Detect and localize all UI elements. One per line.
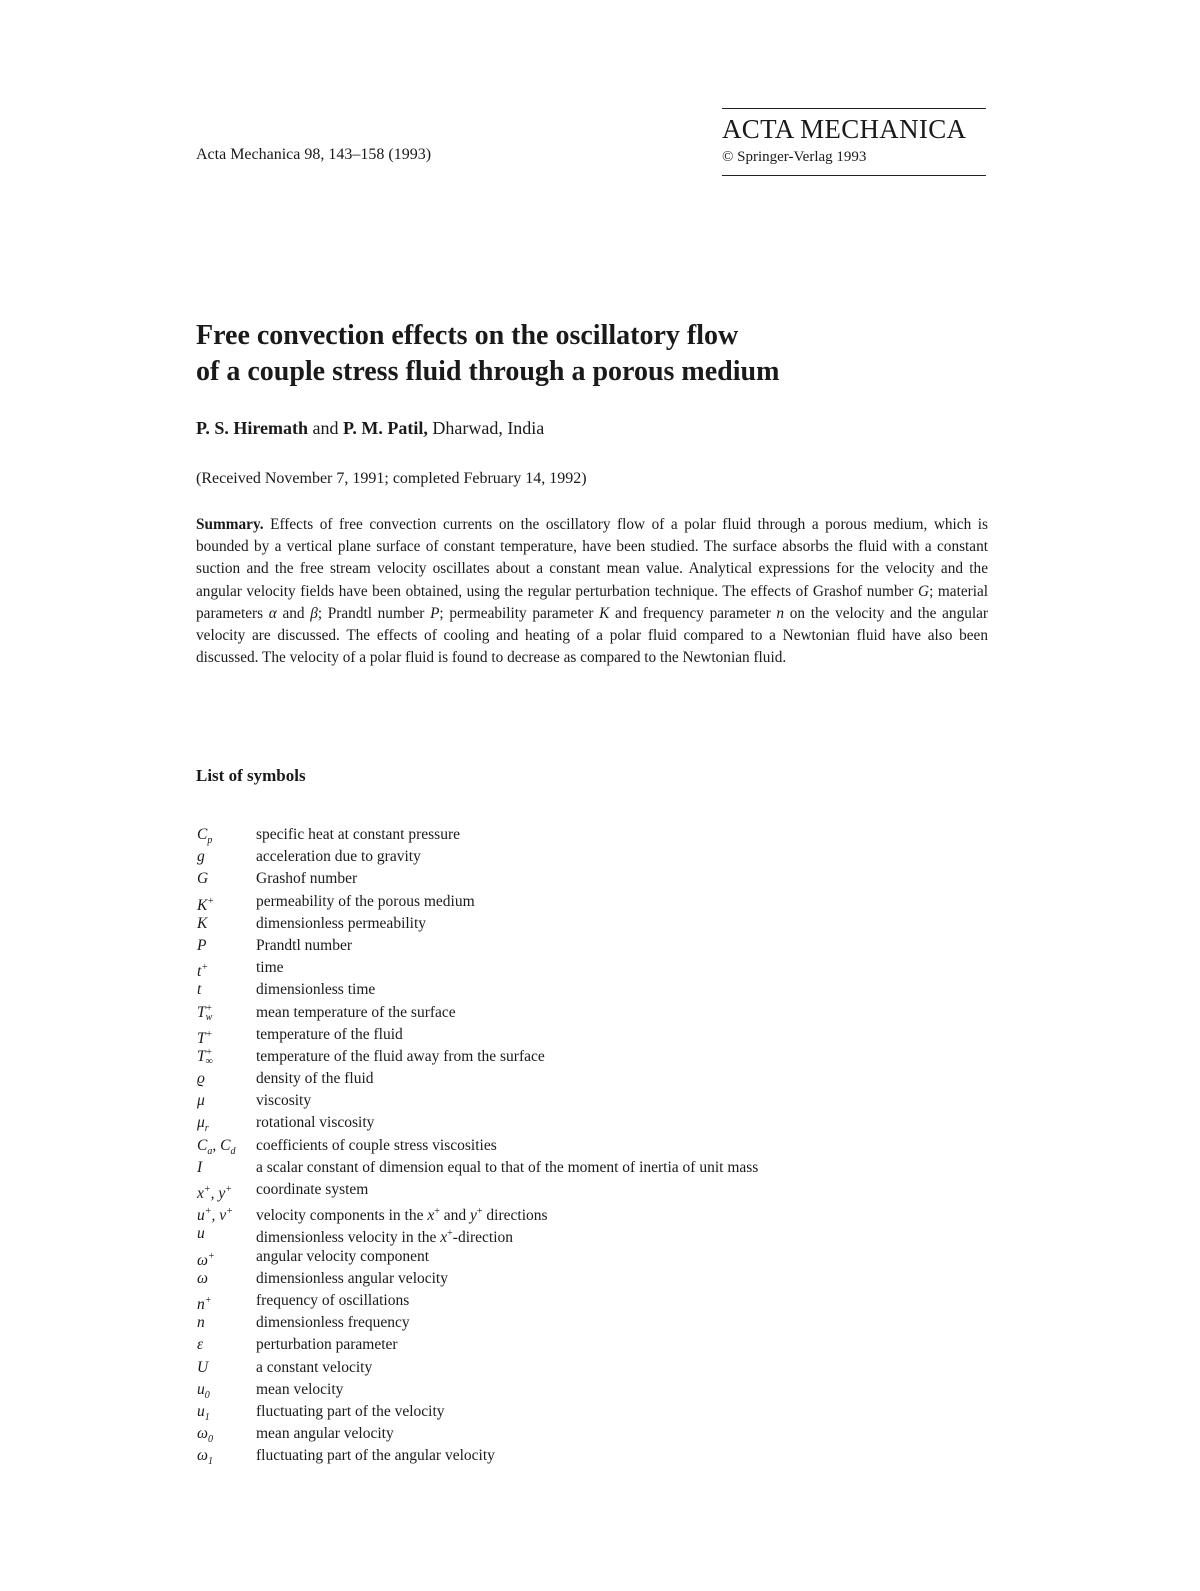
symbol-superscript: + [204, 1206, 212, 1218]
symbol-row [197, 957, 977, 979]
symbol-base: g [197, 848, 205, 866]
symbol-description: density of the fluid [256, 1070, 374, 1088]
symbol-notation [197, 1157, 256, 1179]
symbol-base: ω [197, 1251, 208, 1269]
symbol-base: n [197, 1314, 205, 1332]
symbol-base: C [197, 1136, 208, 1154]
symbol-row [197, 1201, 977, 1223]
author-conjunction: and [308, 418, 344, 438]
symbol-description: Prandtl number [256, 936, 352, 954]
journal-masthead [722, 108, 986, 176]
symbol-notation [197, 1401, 256, 1423]
symbol-description: viscosity [256, 1092, 312, 1110]
symbol-row [197, 824, 977, 846]
symbol-superscript: + [204, 1294, 212, 1306]
symbol-superscript: + [203, 1184, 211, 1195]
desc-variable-2: y [470, 1207, 477, 1225]
symbol-row [197, 1112, 977, 1134]
symbol-description: time [256, 959, 284, 977]
symbol-row [197, 979, 977, 1001]
symbol-description: a scalar constant of dimension equal to that of the moment of inertia of unit mass [256, 1158, 759, 1176]
symbol-notation [197, 1357, 256, 1379]
symbol-notation [197, 1024, 256, 1046]
symbol-notation [197, 1379, 256, 1401]
journal-reference: Acta Mechanica 98, 143–158 (1993) [196, 146, 432, 163]
symbol-description: mean angular velocity [256, 1425, 394, 1443]
desc-text-pre: velocity components in the [256, 1207, 428, 1225]
symbol-base: t [197, 981, 202, 999]
summary-text-2: ; material parameters [196, 582, 988, 622]
symbol-description: fluctuating part of the velocity [256, 1402, 445, 1420]
symbol-description: permeability of the porous medium [256, 892, 475, 910]
symbol-description: temperature of the fluid [256, 1025, 403, 1043]
symbol-description: frequency of oscillations [256, 1291, 410, 1309]
symbol-row [197, 1223, 977, 1245]
symbol-row [197, 1135, 977, 1157]
summary-var-K: K [599, 604, 610, 622]
symbol-base: u [197, 1225, 205, 1243]
symbol-description: Grashof number [256, 870, 358, 888]
symbol-row [197, 1179, 977, 1201]
author-1: P. S. Hiremath [196, 418, 309, 438]
symbol-base: ε [197, 1336, 204, 1354]
symbol-subscript: 0 [204, 1389, 210, 1401]
symbol-notation [197, 1090, 256, 1112]
symbol-description: a constant velocity [256, 1358, 373, 1376]
masthead-top-rule [722, 108, 986, 109]
symbol-row [197, 913, 977, 935]
symbol-row [197, 1002, 977, 1024]
symbol-row [197, 1024, 977, 1046]
symbol-description: fluctuating part of the angular velocity [256, 1447, 495, 1465]
symbol-base: K [197, 896, 208, 914]
summary-var-n: n [776, 604, 785, 622]
symbol-row [197, 1268, 977, 1290]
symbol-subscript: w [205, 1011, 213, 1023]
symbol-subscript: 0 [207, 1434, 213, 1446]
symbol-base: T [197, 1047, 206, 1065]
summary-text-3: ; Prandtl number [317, 604, 431, 622]
symbols-list [197, 824, 977, 1467]
symbol-row [197, 868, 977, 890]
symbol-description: angular velocity component [256, 1247, 430, 1265]
symbol-description: mean temperature of the surface [256, 1003, 456, 1021]
desc-text-pre: dimensionless velocity in the [256, 1229, 441, 1247]
symbol-base-2: , y [210, 1185, 226, 1203]
author-line [196, 418, 544, 439]
symbol-base: μ [197, 1092, 205, 1110]
symbol-subscript: 1 [204, 1411, 210, 1423]
symbol-row [197, 1423, 977, 1445]
symbol-base: n [197, 1296, 205, 1314]
symbol-notation [197, 1246, 256, 1268]
desc-superscript-1: + [447, 1228, 453, 1240]
symbol-notation [197, 1445, 256, 1467]
symbol-description: perturbation parameter [256, 1336, 398, 1354]
symbol-description: acceleration due to gravity [256, 848, 421, 866]
desc-text-mid: and [439, 1207, 470, 1225]
symbol-base: P [197, 936, 207, 954]
received-dates: (Received November 7, 1991; completed February 14, 1992) [196, 470, 587, 487]
desc-superscript-2: + [476, 1206, 483, 1218]
symbol-subscript: a [207, 1145, 213, 1157]
symbol-subscript: r [204, 1123, 209, 1135]
summary-label: Summary. [196, 516, 264, 533]
symbol-notation [197, 824, 256, 846]
symbol-base: u [197, 1207, 205, 1225]
symbol-row [197, 1357, 977, 1379]
symbol-row [197, 846, 977, 868]
symbol-base: ω [197, 1425, 208, 1443]
title-line-2: of a couple stress fluid through a porous medium [196, 356, 780, 388]
desc-superscript-1: + [434, 1206, 440, 1218]
symbols-heading: List of symbols [196, 766, 306, 785]
symbol-base: K [197, 914, 208, 932]
symbol-notation [197, 1268, 256, 1290]
summary-text-5: and frequency parameter [609, 604, 777, 622]
symbol-row [197, 1312, 977, 1334]
summary-var-P: P [430, 604, 440, 622]
symbol-base: ω [197, 1447, 208, 1465]
symbol-notation [197, 1334, 256, 1356]
symbol-superscript-2: + [225, 1184, 233, 1195]
symbol-notation [197, 868, 256, 890]
summary-paragraph [196, 514, 988, 669]
symbol-row [197, 891, 977, 913]
title-line-1: Free convection effects on the oscillatory flow [196, 320, 739, 351]
symbol-base: u [197, 1380, 205, 1398]
symbol-base: C [197, 826, 208, 843]
symbol-description: coefficients of couple stress viscosities [256, 1136, 497, 1154]
symbol-notation [197, 1068, 256, 1090]
symbol-notation [197, 1002, 256, 1024]
symbol-base: u [197, 1402, 205, 1420]
symbol-subscript: ∞ [205, 1056, 213, 1068]
symbol-notation [197, 1312, 256, 1334]
symbol-base-2: , v [211, 1207, 227, 1225]
symbol-base: T [197, 1003, 206, 1021]
summary-var-beta: β [310, 604, 318, 622]
symbol-superscript: + [205, 1002, 213, 1014]
symbol-description: dimensionless angular velocity [256, 1269, 448, 1287]
symbol-base: x [197, 1185, 204, 1203]
symbol-description: mean velocity [256, 1380, 344, 1398]
symbol-superscript: + [201, 962, 209, 974]
symbol-base-2: , C [212, 1136, 231, 1154]
summary-text-1: Effects of free convection currents on the oscillatory flow of a polar fluid through a porous medium, which is bounded by a vertical plane surface of constant temperature, have been studied. The surface absorbs the fluid with a constant suction and the free stream velocity oscillates about a constant mean value. Analytical expressions for the velocity and the angular velocity fields have been obtained, using the regular perturbation technique. The effects of Grashof number [196, 516, 988, 600]
symbol-description [256, 1201, 548, 1223]
symbol-row [197, 1046, 977, 1068]
symbol-superscript-2: + [226, 1206, 233, 1218]
symbol-subscript: p [207, 835, 213, 847]
symbol-description [256, 1223, 513, 1245]
symbol-notation [197, 935, 256, 957]
symbol-row [197, 1090, 977, 1112]
symbol-row [197, 935, 977, 957]
symbol-notation [197, 1112, 256, 1134]
symbol-base: I [197, 1158, 203, 1176]
symbol-notation [197, 1290, 256, 1312]
symbol-superscript: + [207, 1250, 215, 1262]
symbol-notation [197, 1423, 256, 1445]
symbol-row [197, 1157, 977, 1179]
symbol-row [197, 1445, 977, 1467]
desc-text-post: -direction [452, 1229, 514, 1247]
summary-text-4: ; permeability parameter [439, 604, 600, 622]
summary-var-G: G [918, 582, 930, 600]
journal-name: ACTA MECHANICA [722, 114, 967, 144]
symbol-notation [197, 979, 256, 1001]
summary-var-alpha: α [268, 604, 277, 622]
symbol-row [197, 1401, 977, 1423]
author-location: Dharwad, India [427, 418, 545, 438]
symbol-description: dimensionless frequency [256, 1314, 410, 1332]
symbol-row [197, 1246, 977, 1268]
symbol-description: coordinate system [256, 1181, 369, 1198]
symbol-row [197, 1290, 977, 1312]
symbol-description: rotational viscosity [256, 1114, 375, 1132]
article-title [196, 318, 1016, 391]
symbol-base: ϱ [197, 1070, 205, 1088]
symbol-notation [197, 1223, 256, 1245]
summary-text-6: on the velocity and the angular velocity are discussed. The effects of cooling and heating of a polar fluid compared to a Newtonian fluid have also been discussed. The velocity of a polar fluid is found to decrease as compared to the Newtonian fluid. [196, 604, 989, 667]
symbol-base: ω [197, 1269, 208, 1287]
symbol-base: U [197, 1358, 209, 1376]
masthead-bottom-rule [722, 175, 986, 176]
symbol-base: T [197, 1029, 206, 1047]
symbol-description: dimensionless permeability [256, 914, 427, 932]
symbol-notation [197, 1046, 256, 1068]
symbol-base: G [197, 870, 209, 888]
symbol-subscript-2: d [230, 1145, 236, 1157]
symbol-base: t [197, 963, 202, 981]
symbol-notation [197, 957, 256, 979]
symbol-notation [197, 1201, 256, 1223]
symbol-row [197, 1334, 977, 1356]
desc-text-post: directions [482, 1207, 548, 1225]
symbol-superscript: + [205, 1028, 213, 1040]
symbol-notation [197, 913, 256, 935]
symbol-notation [197, 891, 256, 913]
author-2: P. M. Patil, [343, 418, 428, 438]
desc-variable-1: x [440, 1229, 448, 1247]
symbol-description: dimensionless time [256, 981, 376, 999]
symbol-row [197, 1068, 977, 1090]
symbol-script-stack [206, 1048, 213, 1066]
symbol-row [197, 1379, 977, 1401]
summary-text-and: and [276, 604, 311, 622]
symbol-subscript: 1 [207, 1456, 213, 1468]
symbol-notation [197, 1179, 256, 1201]
journal-copyright: © Springer-Verlag 1993 [722, 148, 867, 165]
symbol-superscript: + [205, 1047, 213, 1059]
symbol-base: μ [197, 1114, 205, 1132]
desc-variable-1: x [427, 1207, 435, 1225]
symbol-superscript: + [207, 895, 215, 907]
symbol-notation [197, 1135, 256, 1157]
symbol-description: specific heat at constant pressure [256, 826, 460, 843]
symbol-description: temperature of the fluid away from the surface [256, 1047, 545, 1065]
symbol-notation [197, 846, 256, 868]
symbol-script-stack [206, 1004, 213, 1022]
